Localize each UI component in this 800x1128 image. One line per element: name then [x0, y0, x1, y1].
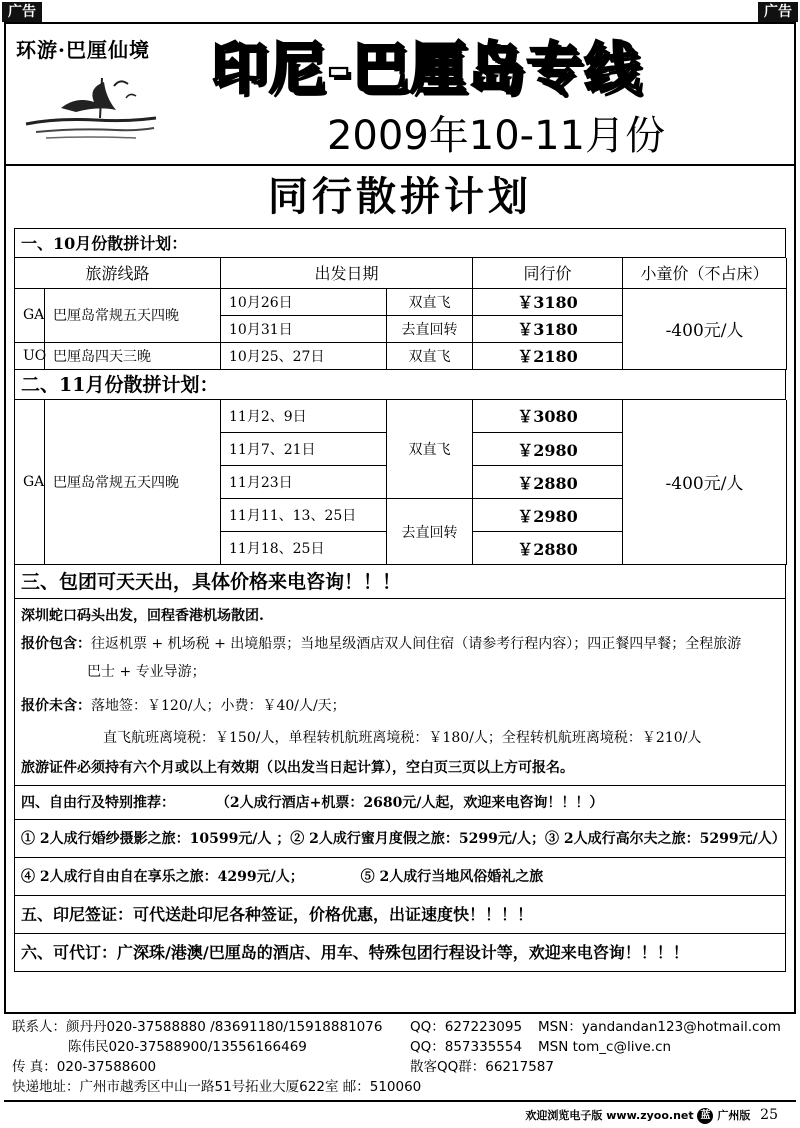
flight-type: 双直飞 — [387, 342, 473, 369]
trade-price: ￥2980 — [473, 499, 623, 532]
depart-date: 11月2、9日 — [221, 400, 387, 433]
airline-code: GA — [15, 288, 45, 342]
recommend-line-2 — [14, 858, 786, 896]
logo-text: 环游·巴厘仙境 — [16, 38, 150, 62]
header — [6, 24, 794, 166]
exclude-label: 报价未含： — [21, 698, 91, 714]
oct-heading: 一、10月份散拼计划： — [14, 228, 786, 258]
include-text-cont: 巴士 + 专业导游； — [87, 664, 206, 680]
booking-line: 六、可代订：广深珠/港澳/巴厘岛的酒店、用车、特殊包团行程设计等，欢迎来电咨询！！！！ — [14, 934, 786, 972]
depart-date: 11月18、25日 — [221, 532, 387, 565]
footer — [525, 1104, 778, 1126]
include-label: 报价包含： — [21, 636, 91, 652]
qq-group: 散客QQ群：66217587 — [410, 1059, 554, 1075]
contact-line — [12, 1057, 792, 1077]
footer-divider — [4, 1100, 796, 1102]
depart-note: 深圳蛇口码头出发，回程香港机场散团. — [21, 608, 264, 624]
page-number: 25 — [760, 1107, 778, 1123]
section-title: 同行散拼计划 — [268, 174, 532, 220]
content — [14, 228, 786, 972]
route-name: 巴厘岛常规五天四晚 — [45, 288, 221, 342]
recommend-5: ⑤ 2人成行当地风俗婚礼之旅 — [360, 869, 544, 885]
contact-line — [12, 1037, 792, 1057]
nov-table — [14, 400, 787, 566]
passport-note: 旅游证件必须持有六个月或以上有效期（以出发当日起计算），空白页三页以上方可报名。 — [21, 760, 574, 776]
ad-frame — [4, 22, 796, 1014]
depart-date: 10月25、27日 — [221, 342, 387, 369]
exclude-text: 落地签：￥120/人；小费：￥40/人/天； — [91, 698, 346, 714]
recommend-4: ④ 2人成行自由自在享乐之旅：4299元/人； — [21, 869, 304, 885]
msn-2: MSN tom_c@live.cn — [538, 1039, 672, 1055]
contact-person-2: 陈伟民020-37588900/13556166469 — [68, 1039, 307, 1055]
route-name: 巴厘岛常规五天四晚 — [45, 400, 221, 565]
main-title: 印尼-巴厘岛专线 — [211, 37, 643, 102]
msn-1: MSN：yandandan123@hotmail.com — [538, 1019, 781, 1035]
sailboat-icon — [16, 68, 166, 148]
trade-price: ￥3180 — [473, 315, 623, 342]
ad-tag-right: 广告 — [758, 2, 798, 22]
trade-price: ￥3180 — [473, 288, 623, 315]
group-heading: 三、包团可天天出，具体价格来电咨询！！！ — [14, 565, 786, 599]
fax: 传 真：020-37588600 — [12, 1059, 157, 1075]
address: 快递地址：广州市越秀区中山一路51号拓业大厦622室 邮：510060 — [12, 1079, 422, 1095]
contact-person-1: 联系人：颜丹丹020-37588880 /83691180/15918881076 — [12, 1019, 383, 1035]
departure-tax: 直飞航班离境税：￥150/人，单程转机航班离境税：￥180/人；全程转机航班离境税：￥210/人 — [103, 730, 702, 746]
child-price-header: 小童价（不占床） — [623, 258, 787, 288]
child-price: -400元/人 — [623, 400, 787, 565]
qq-2: QQ：857335554 — [410, 1039, 523, 1055]
recommend-line-1: ① 2人成行婚纱摄影之旅：10599元/人 ；② 2人成行蜜月度假之旅：5299元/人；③ 2人成行高尔夫之旅：5299元/人） — [14, 820, 786, 858]
depart-date: 11月7、21日 — [221, 433, 387, 466]
depart-date: 10月31日 — [221, 315, 387, 342]
price-header: 同行价 — [473, 258, 623, 288]
trade-price: ￥2180 — [473, 342, 623, 369]
free-heading: 四、自由行及特别推荐： — [21, 795, 175, 811]
visa-line: 五、印尼签证：可代送赴印尼各种签证，价格优惠，出证速度快！！！！ — [14, 896, 786, 934]
flight-type: 去直回转 — [387, 315, 473, 342]
flight-type: 双直飞 — [387, 400, 473, 499]
depart-date: 11月23日 — [221, 466, 387, 499]
logo — [16, 38, 181, 158]
airline-code: GA — [15, 400, 45, 565]
child-price: -400元/人 — [623, 288, 787, 369]
depart-date: 11月11、13、25日 — [221, 499, 387, 532]
contact-line — [12, 1017, 792, 1037]
sub-title: 2009年10-11月份 — [326, 113, 666, 159]
brand-mark-icon: 蓝 — [697, 1108, 713, 1124]
trade-price: ￥2880 — [473, 532, 623, 565]
route-header: 旅游线路 — [15, 258, 221, 288]
table-row — [15, 288, 787, 315]
flight-type: 双直飞 — [387, 288, 473, 315]
airline-code: UO — [15, 342, 45, 369]
group-details — [14, 599, 786, 786]
include-text: 往返机票 + 机场税 + 出境船票；当地星级酒店双人间住宿（请参考行程内容）；四正餐四早餐；全程旅游 — [91, 636, 742, 652]
nov-heading: 二、11月份散拼计划： — [14, 370, 786, 400]
trade-price: ￥2880 — [473, 466, 623, 499]
free-travel-heading — [14, 786, 786, 820]
contact-line — [12, 1077, 792, 1097]
ad-tag-left: 广告 — [2, 2, 42, 22]
table-row — [15, 400, 787, 433]
flight-type: 去直回转 — [387, 499, 473, 565]
date-header: 出发日期 — [221, 258, 473, 288]
free-offer: （2人成行酒店+机票：2680元/人起，欢迎来电咨询！！！） — [215, 795, 604, 811]
depart-date: 10月26日 — [221, 288, 387, 315]
footer-text: 欢迎浏览电子版 www.zyoo.net — [525, 1109, 694, 1122]
qq-1: QQ：627223095 — [410, 1019, 523, 1035]
trade-price: ￥2980 — [473, 433, 623, 466]
oct-table-header — [15, 258, 787, 288]
edition: 广州版 — [717, 1109, 751, 1122]
contact-block — [12, 1017, 792, 1097]
trade-price: ￥3080 — [473, 400, 623, 433]
route-name: 巴厘岛四天三晚 — [45, 342, 221, 369]
oct-table — [14, 258, 787, 370]
